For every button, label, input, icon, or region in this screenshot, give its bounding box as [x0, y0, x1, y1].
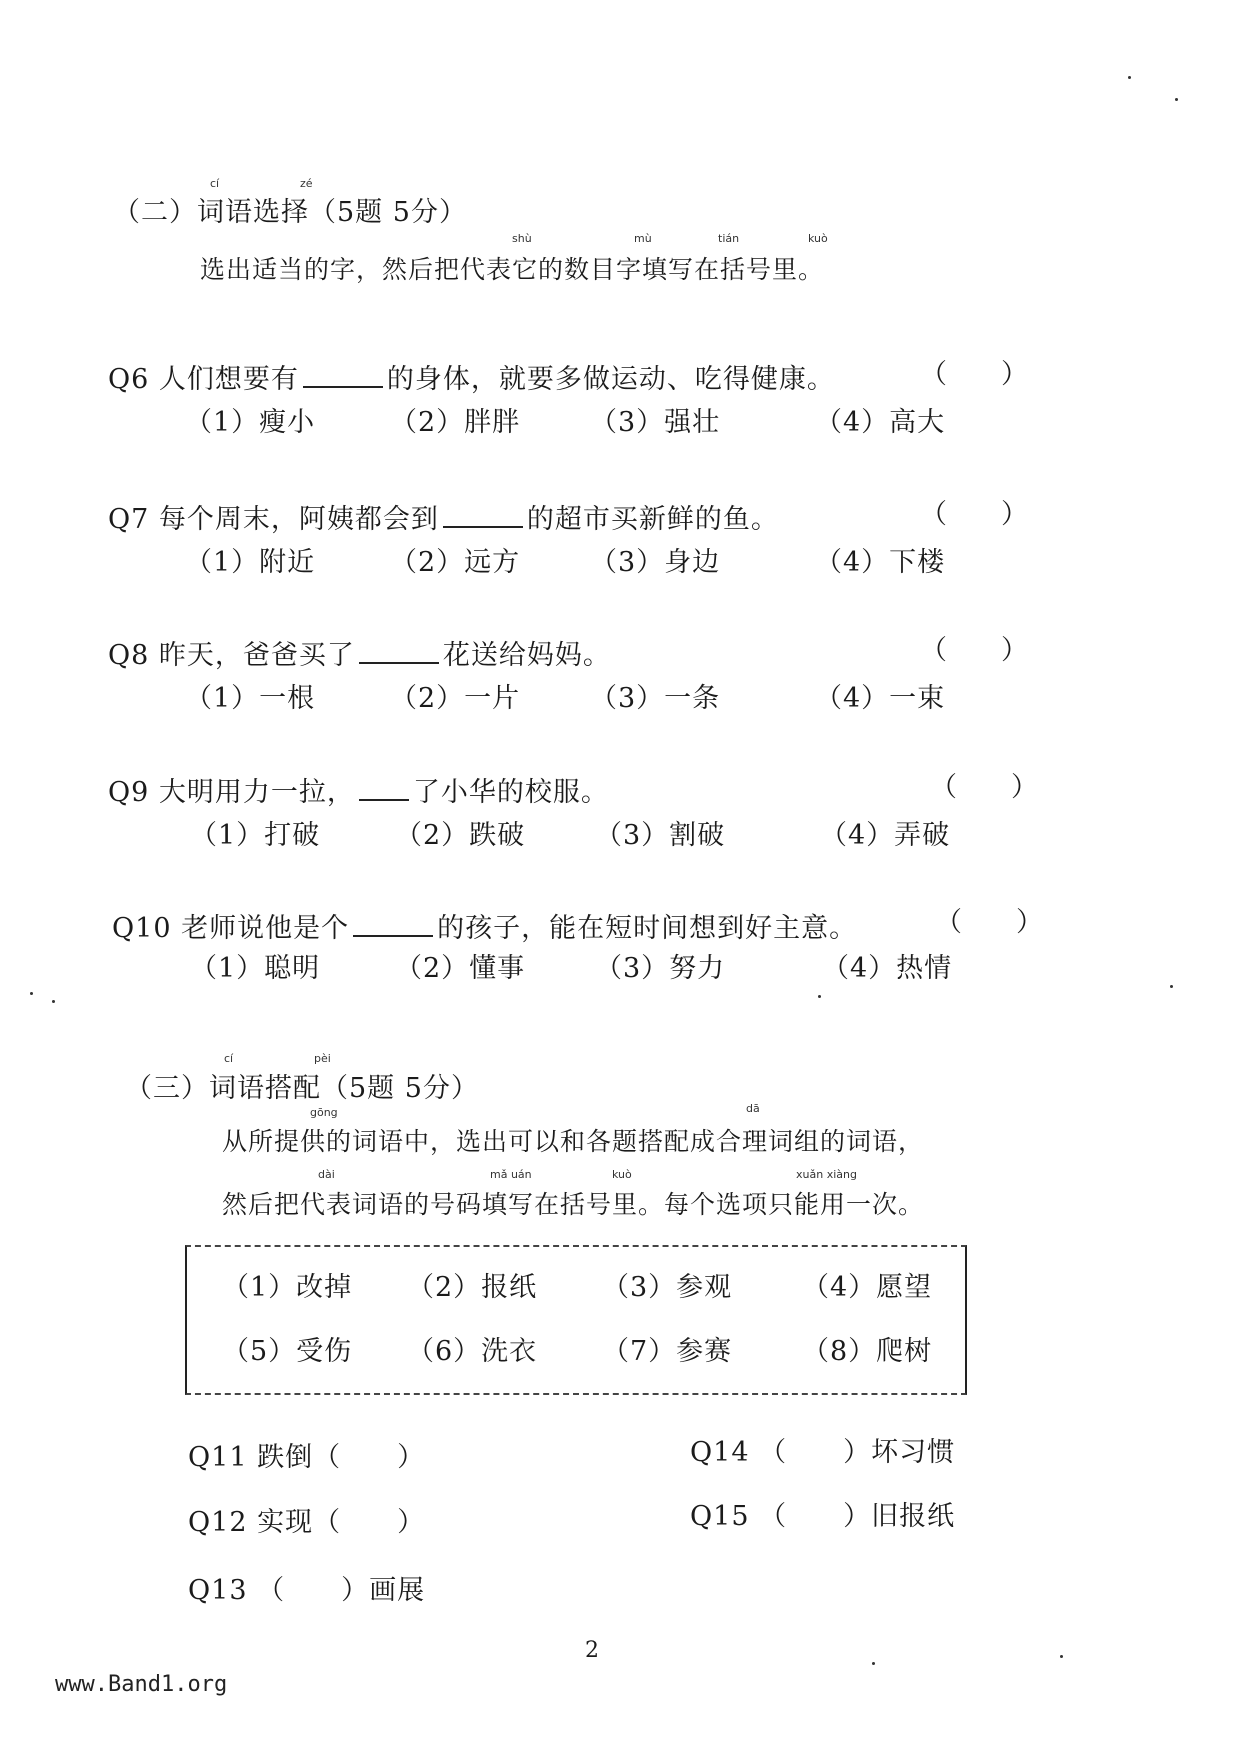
- q10-answer-paren[interactable]: （ ）: [935, 907, 1043, 938]
- section3-instruction-line1: 从所提供的词语中，选出可以和各题搭配成合理词组的词语，: [222, 1127, 925, 1156]
- q10-option-4: （4）热情: [822, 953, 953, 984]
- q7-option-3: （3）身边: [590, 547, 721, 578]
- q8-blank[interactable]: [359, 642, 439, 664]
- section2-instruction: 选出适当的字，然后把代表它的数目字填写在括号里。: [200, 255, 825, 284]
- q7-option-4: （4）下楼: [815, 547, 946, 578]
- q9-text-pre: Q9 大明用力一拉，: [108, 777, 355, 808]
- q8-text-post: 花送给妈妈。: [442, 640, 611, 671]
- pinyin-ze: zé: [300, 177, 313, 190]
- pinyin-mu: mù: [634, 232, 652, 245]
- q9-option-3: （3）割破: [595, 820, 726, 851]
- pinyin-da: dā: [746, 1102, 760, 1115]
- match-question-q13[interactable]: Q13 （ ）画展: [188, 1575, 426, 1606]
- q6-text-post: 的身体，就要多做运动、吃得健康。: [386, 364, 835, 395]
- q9-answer-paren[interactable]: （ ）: [930, 772, 1038, 803]
- q8-option-2: （2）一片: [390, 683, 521, 714]
- word-option-8: （8）爬树: [802, 1336, 933, 1367]
- pinyin-tian: tián: [718, 232, 740, 245]
- q9-blank[interactable]: [359, 779, 409, 801]
- page-number: 2: [585, 1638, 599, 1663]
- question-q9: [108, 770, 609, 809]
- word-option-4: （4）愿望: [802, 1272, 933, 1303]
- q9-option-2: （2）跌破: [395, 820, 526, 851]
- pinyin-kuo-3: kuò: [612, 1168, 632, 1181]
- pinyin-ci: cí: [210, 177, 220, 190]
- question-q6: [108, 357, 835, 396]
- pinyin-shu: shù: [512, 232, 532, 245]
- q7-option-2: （2）远方: [390, 547, 521, 578]
- q8-text-pre: Q8 昨天，爸爸买了: [108, 640, 355, 671]
- section3-instruction-line2: 然后把代表词语的号码填写在括号里。每个选项只能用一次。: [222, 1190, 925, 1219]
- q10-option-1: （1）聪明: [190, 953, 321, 984]
- word-option-6: （6）洗衣: [407, 1336, 538, 1367]
- word-option-2: （2）报纸: [407, 1272, 538, 1303]
- question-q8: [108, 633, 611, 672]
- match-question-q15[interactable]: Q15 （ ）旧报纸: [690, 1501, 956, 1532]
- scan-speck: [1170, 985, 1173, 988]
- pinyin-pei: pèi: [314, 1052, 331, 1065]
- q10-blank[interactable]: [353, 915, 433, 937]
- q10-option-3: （3）努力: [595, 953, 726, 984]
- q9-option-1: （1）打破: [190, 820, 321, 851]
- q7-text-post: 的超市买新鲜的鱼。: [526, 504, 779, 535]
- q8-option-3: （3）一条: [590, 683, 721, 714]
- q8-answer-paren[interactable]: （ ）: [920, 635, 1028, 666]
- q10-option-2: （2）懂事: [395, 953, 526, 984]
- pinyin-ci-3: cí: [224, 1052, 234, 1065]
- q6-option-1: （1）瘦小: [185, 407, 316, 438]
- question-q10: [112, 906, 857, 945]
- question-q7: [108, 497, 779, 536]
- word-option-7: （7）参赛: [602, 1336, 733, 1367]
- match-question-q11[interactable]: Q11 跌倒（ ）: [188, 1442, 426, 1473]
- scan-speck: [1175, 98, 1178, 101]
- match-question-q14[interactable]: Q14 （ ）坏习惯: [690, 1437, 956, 1468]
- pinyin-kuo: kuò: [808, 232, 828, 245]
- q10-text-pre: Q10 老师说他是个: [112, 913, 350, 944]
- pinyin-mayuan: mǎ uán: [490, 1168, 532, 1181]
- pinyin-dai: dài: [318, 1168, 335, 1181]
- pinyin-xuanxiang: xuǎn xiàng: [796, 1168, 857, 1181]
- q9-option-4: （4）弄破: [820, 820, 951, 851]
- q8-option-4: （4）一束: [815, 683, 946, 714]
- match-question-q12[interactable]: Q12 实现（ ）: [188, 1507, 426, 1538]
- word-option-5: （5）受伤: [222, 1336, 353, 1367]
- q6-option-3: （3）强壮: [590, 407, 721, 438]
- q6-blank[interactable]: [303, 366, 383, 388]
- q7-option-1: （1）附近: [185, 547, 316, 578]
- section3-title: （三）词语搭配（5题 5分）: [125, 1073, 479, 1104]
- word-option-1: （1）改掉: [222, 1272, 353, 1303]
- scan-speck: [1060, 1655, 1063, 1658]
- q7-answer-paren[interactable]: （ ）: [920, 499, 1028, 530]
- word-option-3: （3）参观: [602, 1272, 733, 1303]
- scan-speck: [52, 1000, 55, 1003]
- q7-blank[interactable]: [443, 506, 523, 528]
- q6-option-4: （4）高大: [815, 407, 946, 438]
- scan-speck: [818, 995, 821, 998]
- word-box: [185, 1245, 967, 1395]
- footer-url: www.Band1.org: [55, 1672, 228, 1697]
- q10-text-post: 的孩子，能在短时间想到好主意。: [437, 913, 858, 944]
- q7-text-pre: Q7 每个周末，阿姨都会到: [108, 504, 439, 535]
- scan-speck: [872, 1662, 875, 1665]
- section2-title: （二）词语选择（5题 5分）: [113, 197, 467, 228]
- q8-option-1: （1）一根: [185, 683, 316, 714]
- scan-speck: [1128, 76, 1131, 79]
- q9-text-post: 了小华的校服。: [412, 777, 609, 808]
- q6-answer-paren[interactable]: （ ）: [920, 359, 1028, 390]
- scan-speck: [30, 992, 33, 995]
- q6-option-2: （2）胖胖: [390, 407, 521, 438]
- pinyin-gong: gōng: [310, 1106, 338, 1119]
- q6-text-pre: Q6 人们想要有: [108, 364, 299, 395]
